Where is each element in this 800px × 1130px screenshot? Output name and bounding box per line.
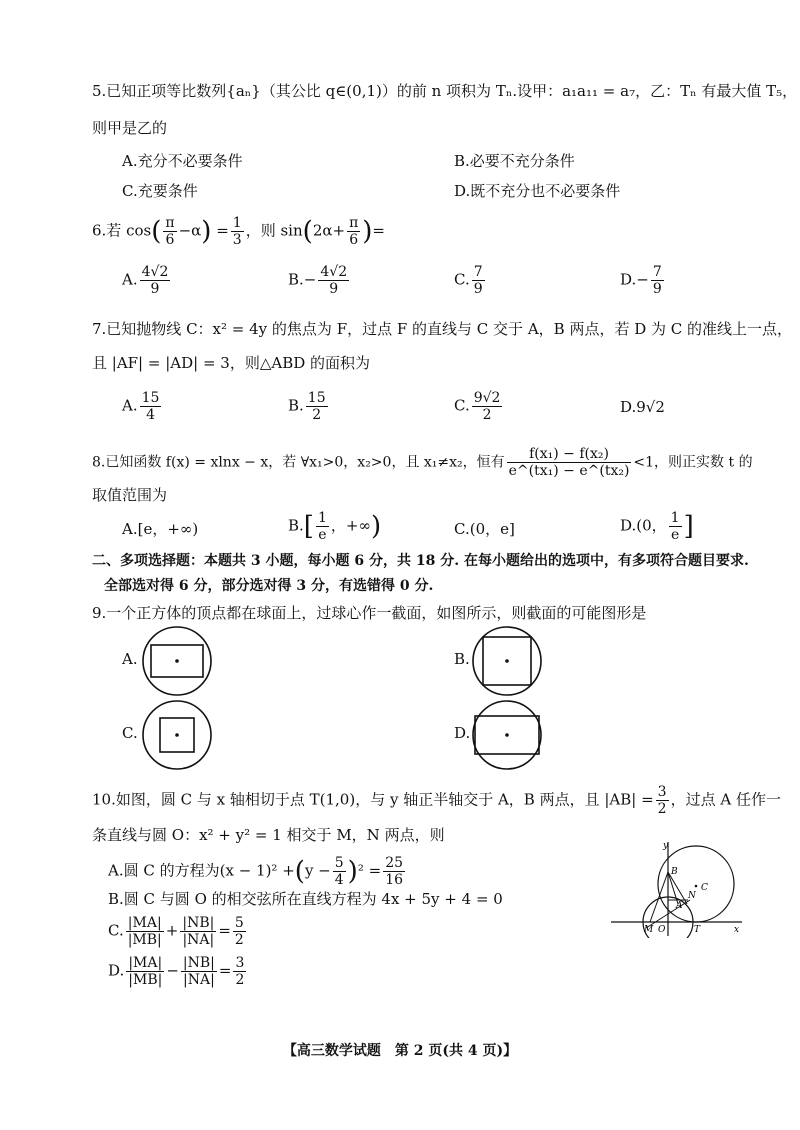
q6-option-d: D.− $\frac{7}{9}$	[620, 264, 662, 297]
fig-label-t: T	[694, 925, 701, 935]
q7-stem-line1: 7.已知抛物线 C：x² = 4y 的焦点为 F，过点 F 的直线与 C 交于 A，B 两点，若 D 为 C 的准线上一点，	[92, 320, 793, 338]
fig-label-m: M	[644, 925, 654, 935]
fig-label-a: A	[676, 901, 683, 911]
q6-sin-fraction: $\frac{\pi}{6}$	[349, 215, 359, 248]
q6-option-c: C. $\frac{7}{9}$	[454, 264, 483, 297]
q6-stem: 6.若 cos( $\frac{\pi}{6}$ −α) = $\frac{1}{3}$ ，则 sin(2α+ $\frac{\pi}{6}$ )=	[92, 215, 385, 248]
q7-option-a: A. $\frac{15}{4}$	[122, 390, 160, 423]
q10-stem-line1: 10.如图，圆 C 与 x 轴相切于点 T(1,0)，与 y 轴正半轴交于 A，B 两点，且 |AB| = $\frac{3}{2}$ ，过点 A 任作一	[92, 784, 781, 817]
q9-option-b-label: B.	[454, 650, 470, 668]
q9-figure-b	[470, 624, 544, 698]
q6-angle-fraction: $\frac{\pi}{6}$	[165, 215, 175, 248]
q7-stem-line2: 且 |AF| = |AD| = 3，则△ABD 的面积为	[92, 354, 371, 372]
q9-figure-d	[470, 698, 544, 772]
q10-option-b: B.圆 C 与圆 O 的相交弦所在直线方程为 4x + 5y + 4 = 0	[108, 890, 503, 908]
q6-option-a: A. $\frac{4√2}{9}$	[122, 264, 169, 297]
q10-option-c: C. $\frac{|MA|}{|MB|}$ + $\frac{|NB|}{|NA|}$ = $\frac{5}{2}$	[108, 915, 244, 948]
section2-heading-line1: 二、多项选择题：本题共 3 小题，每小题 6 分，共 18 分. 在每小题给出的选项中，有多项符合题目要求.	[92, 553, 749, 569]
fig-label-c: C	[701, 883, 708, 893]
q5-option-a: A.充分不必要条件	[122, 152, 243, 170]
q6-option-b: B.− $\frac{4√2}{9}$	[288, 264, 348, 297]
q8-option-a: A.[e，+∞)	[122, 520, 199, 538]
q5-stem-line2: 则甲是乙的	[92, 119, 168, 137]
q5-option-d: D.既不充分也不必要条件	[454, 182, 621, 200]
q8-option-b: B.[ $\frac{1}{e}$ ，+∞)	[288, 510, 382, 543]
q8-option-d: D.(0， $\frac{1}{e}$ ]	[620, 510, 694, 543]
q9-figure-a	[140, 624, 214, 698]
q10-ab-fraction: $\frac{3}{2}$	[657, 784, 667, 817]
q9-option-c-label: C.	[122, 724, 138, 742]
q10-figure	[606, 838, 746, 938]
q6-prefix: 6.若 cos	[92, 221, 152, 240]
q5-stem-line1: 5.已知正项等比数列{aₙ}（其公比 q∈(0,1)）的前 n 项积为 Tₙ.设甲：a₁a₁₁ = a₇，乙：Tₙ 有最大值 T₅，	[92, 82, 798, 100]
q6-value-fraction: $\frac{1}{3}$	[232, 215, 242, 248]
q7-option-b: B. $\frac{15}{2}$	[288, 390, 326, 423]
q8-stem-line1: 8.已知函数 f(x) = xlnx − x，若 ∀x₁>0，x₂>0，且 x₁≠x₂，恒有 $\frac{\text{f(x₁) − f(x₂)}}{\text{e\textasciicircum{}(tx₁) − e\textasciicircum{}(tx₂)}}$ <1，则正实数 t 的	[92, 446, 753, 479]
q10-option-a: A.圆 C 的方程为(x − 1)² +(y − $\frac{5}{4}$ )² = $\frac{25}{16}$	[108, 855, 404, 888]
q7-option-d: D.9√2	[620, 398, 665, 416]
q8-fraction: $\frac{\text{f(x₁) − f(x₂)}}{\text{e\textasciicircum{}(tx₁) − e\textasciicircum{}(tx₂)}}$	[508, 446, 630, 479]
fig-label-y: y	[663, 841, 669, 851]
fig-label-x: x	[734, 925, 740, 935]
circle-c	[658, 846, 734, 922]
q9-stem: 9.一个正方体的顶点都在球面上，过球心作一截面，如图所示，则截面的可能图形是	[92, 604, 647, 622]
q7-option-c: C. $\frac{9√2}{2}$	[454, 390, 501, 423]
q10-option-d: D. $\frac{|MA|}{|MB|}$ − $\frac{|NB|}{|NA|}$ = $\frac{3}{2}$	[108, 955, 245, 988]
q8-stem-line2: 取值范围为	[92, 486, 168, 504]
fig-label-b: B	[671, 867, 678, 877]
q5-option-b: B.必要不充分条件	[454, 152, 575, 170]
q10-stem-line2: 条直线与圆 O：x² + y² = 1 相交于 M，N 两点，则	[92, 826, 445, 844]
q9-option-a-label: A.	[122, 650, 138, 668]
q5-option-c: C.充要条件	[122, 182, 198, 200]
page-footer: 【高三数学试题 第 2 页(共 4 页)】	[282, 1043, 518, 1059]
q9-figure-c	[140, 698, 214, 772]
q9-option-d-label: D.	[454, 724, 471, 742]
fig-label-o: O	[658, 925, 666, 935]
q8-option-c: C.(0，e]	[454, 520, 515, 538]
fig-label-n: N	[688, 891, 696, 901]
section2-heading-line2: 全部选对得 6 分，部分选对得 3 分，有选错得 0 分.	[104, 578, 434, 594]
